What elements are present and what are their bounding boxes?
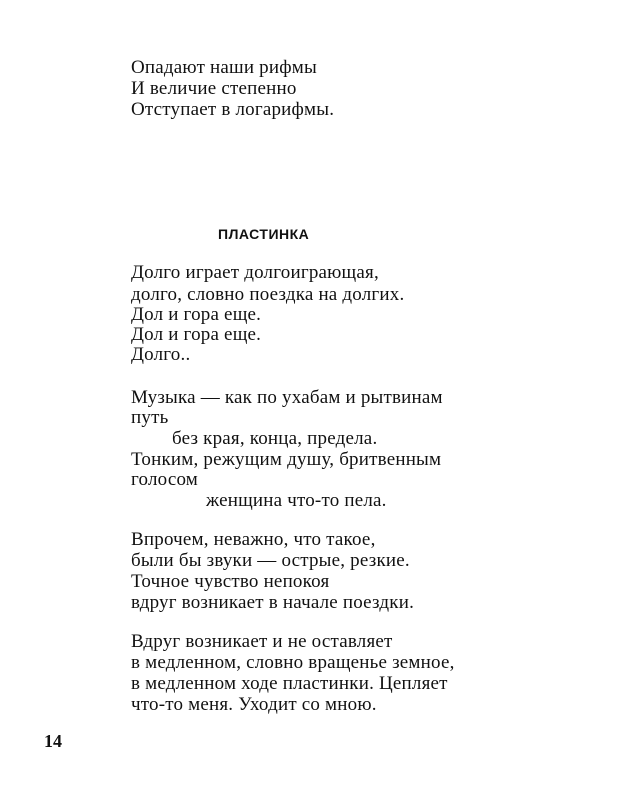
stanza2-line: Тонким, режущим душу, бритвенным <box>131 449 442 470</box>
stanza3-line: вдруг возникает в начале поездки. <box>131 592 415 613</box>
stanza2-line: Музыка — как по ухабам и рытвинам <box>131 387 443 408</box>
page-number: 14 <box>44 731 62 751</box>
stanza3-line: были бы звуки — острые, резкие. <box>131 550 410 571</box>
stanza2-line: без края, конца, предела. <box>172 428 378 449</box>
stanza4-line: в медленном ходе пластинки. Цепляет <box>131 673 448 694</box>
top-stanza-line: Отступает в логарифмы. <box>131 99 335 120</box>
stanza1-line: долго, словно поездка на долгих. <box>131 284 405 305</box>
stanza3-line: Точное чувство непокоя <box>131 571 330 592</box>
poem-title: ПЛАСТИНКА <box>218 226 310 242</box>
top-stanza-line: И величие степенно <box>131 78 297 99</box>
stanza2-line: женщина что-то пела. <box>206 490 387 511</box>
stanza1-line: Долго играет долгоиграющая, <box>131 262 379 283</box>
stanza4-line: Вдруг возникает и не оставляет <box>131 631 393 652</box>
stanza4-line: в медленном, словно вращенье земное, <box>131 652 455 673</box>
stanza2-line: путь <box>131 407 169 428</box>
stanza4-line: что-то меня. Уходит со мною. <box>131 694 377 715</box>
stanza1-line: Долго.. <box>131 344 191 365</box>
stanza2-line: голосом <box>131 469 199 490</box>
top-stanza-line: Опадают наши рифмы <box>131 57 317 78</box>
stanza3-line: Впрочем, неважно, что такое, <box>131 529 376 550</box>
stanza1-line: Дол и гора еще. <box>131 324 262 345</box>
stanza1-line: Дол и гора еще. <box>131 304 262 325</box>
